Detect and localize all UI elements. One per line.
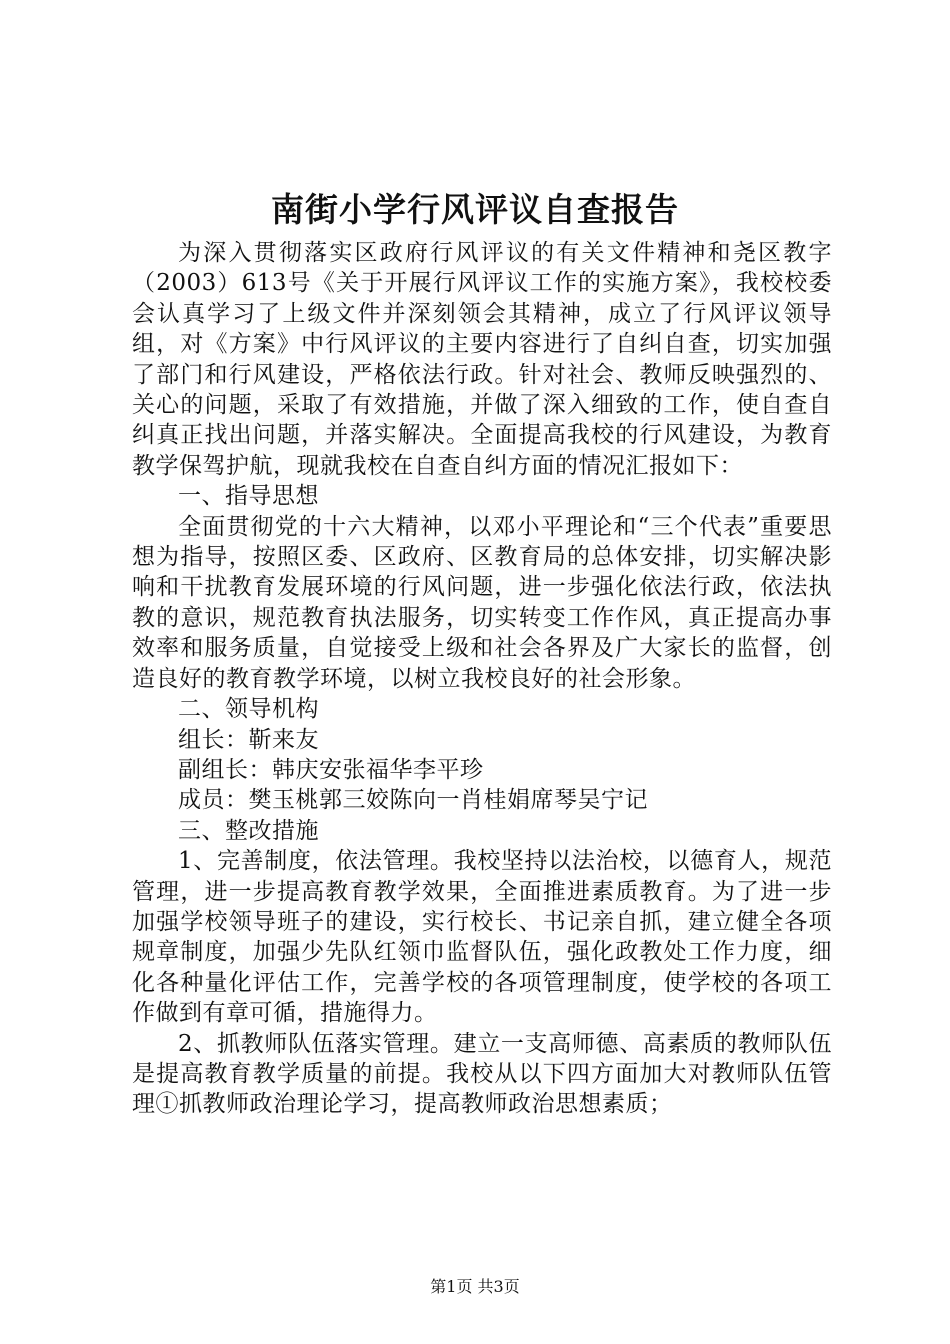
leader-line: 组长：靳来友 <box>178 726 319 753</box>
section-heading-rectification: 三、整改措施 <box>178 817 319 844</box>
deputy-leader-line: 副组长：韩庆安张福华李平珍 <box>178 756 484 783</box>
members-line: 成员：樊玉桃郭三姣陈向一肖桂娟席琴吴宁记 <box>178 787 648 814</box>
page-number-footer: 第1页 共3页 <box>430 1277 520 1296</box>
intro-paragraph: 为深入贯彻落实区政府行风评议的有关文件精神和尧区教字（2003）613号《关于开展行风评议工作的实施方案》，我校校委会认真学习了上级文件并深刻领会其精神，成立了行风评议领导组，对《方案》中行风评议的主要内容进行了自纠自查，切实加强了部门和行风建设，严格依法行政。针对社会、教师反映强烈的、关心的问题，采取了有效措施，并做了深入细致的工作，使自查自纠真正找出问题，并落实解决。全面提高我校的行风建设，为教育教学保驾护航，现就我校在自查自纠方面的情况汇报如下： <box>132 240 832 479</box>
section-heading-leadership: 二、领导机构 <box>178 696 319 723</box>
document-body <box>132 238 832 1120</box>
document-title: 南街小学行风评议自查报告 <box>271 190 679 229</box>
section-heading-guiding-ideology: 一、指导思想 <box>178 483 319 510</box>
guiding-ideology-paragraph: 全面贯彻党的十六大精神，以邓小平理论和“三个代表”重要思想为指导，按照区委、区政府、区教育局的总体安排，切实解决影响和干扰教育发展环境的行风问题，进一步强化依法行政，依法执教的意识，规范教育执法服务，切实转变工作作风，真正提高办事效率和服务质量，自觉接受上级和社会各界及广大家长的监督，创造良好的教育教学环境，以树立我校良好的社会形象。 <box>132 513 832 692</box>
measure-2-paragraph: 2、抓教师队伍落实管理。建立一支高师德、高素质的教师队伍是提高教育教学质量的前提。我校从以下四方面加大对教师队伍管理①抓教师政治理论学习，提高教师政治思想素质； <box>132 1030 832 1118</box>
measure-1-paragraph: 1、完善制度，依法管理。我校坚持以法治校，以德育人，规范管理，进一步提高教育教学效果，全面推进素质教育。为了进一步加强学校领导班子的建设，实行校长、书记亲自抓，建立健全各项规章制度，加强少先队红领巾监督队伍，强化政教处工作力度，细化各种量化评估工作，完善学校的各项管理制度，使学校的各项工作做到有章可循，措施得力。 <box>132 848 832 1027</box>
